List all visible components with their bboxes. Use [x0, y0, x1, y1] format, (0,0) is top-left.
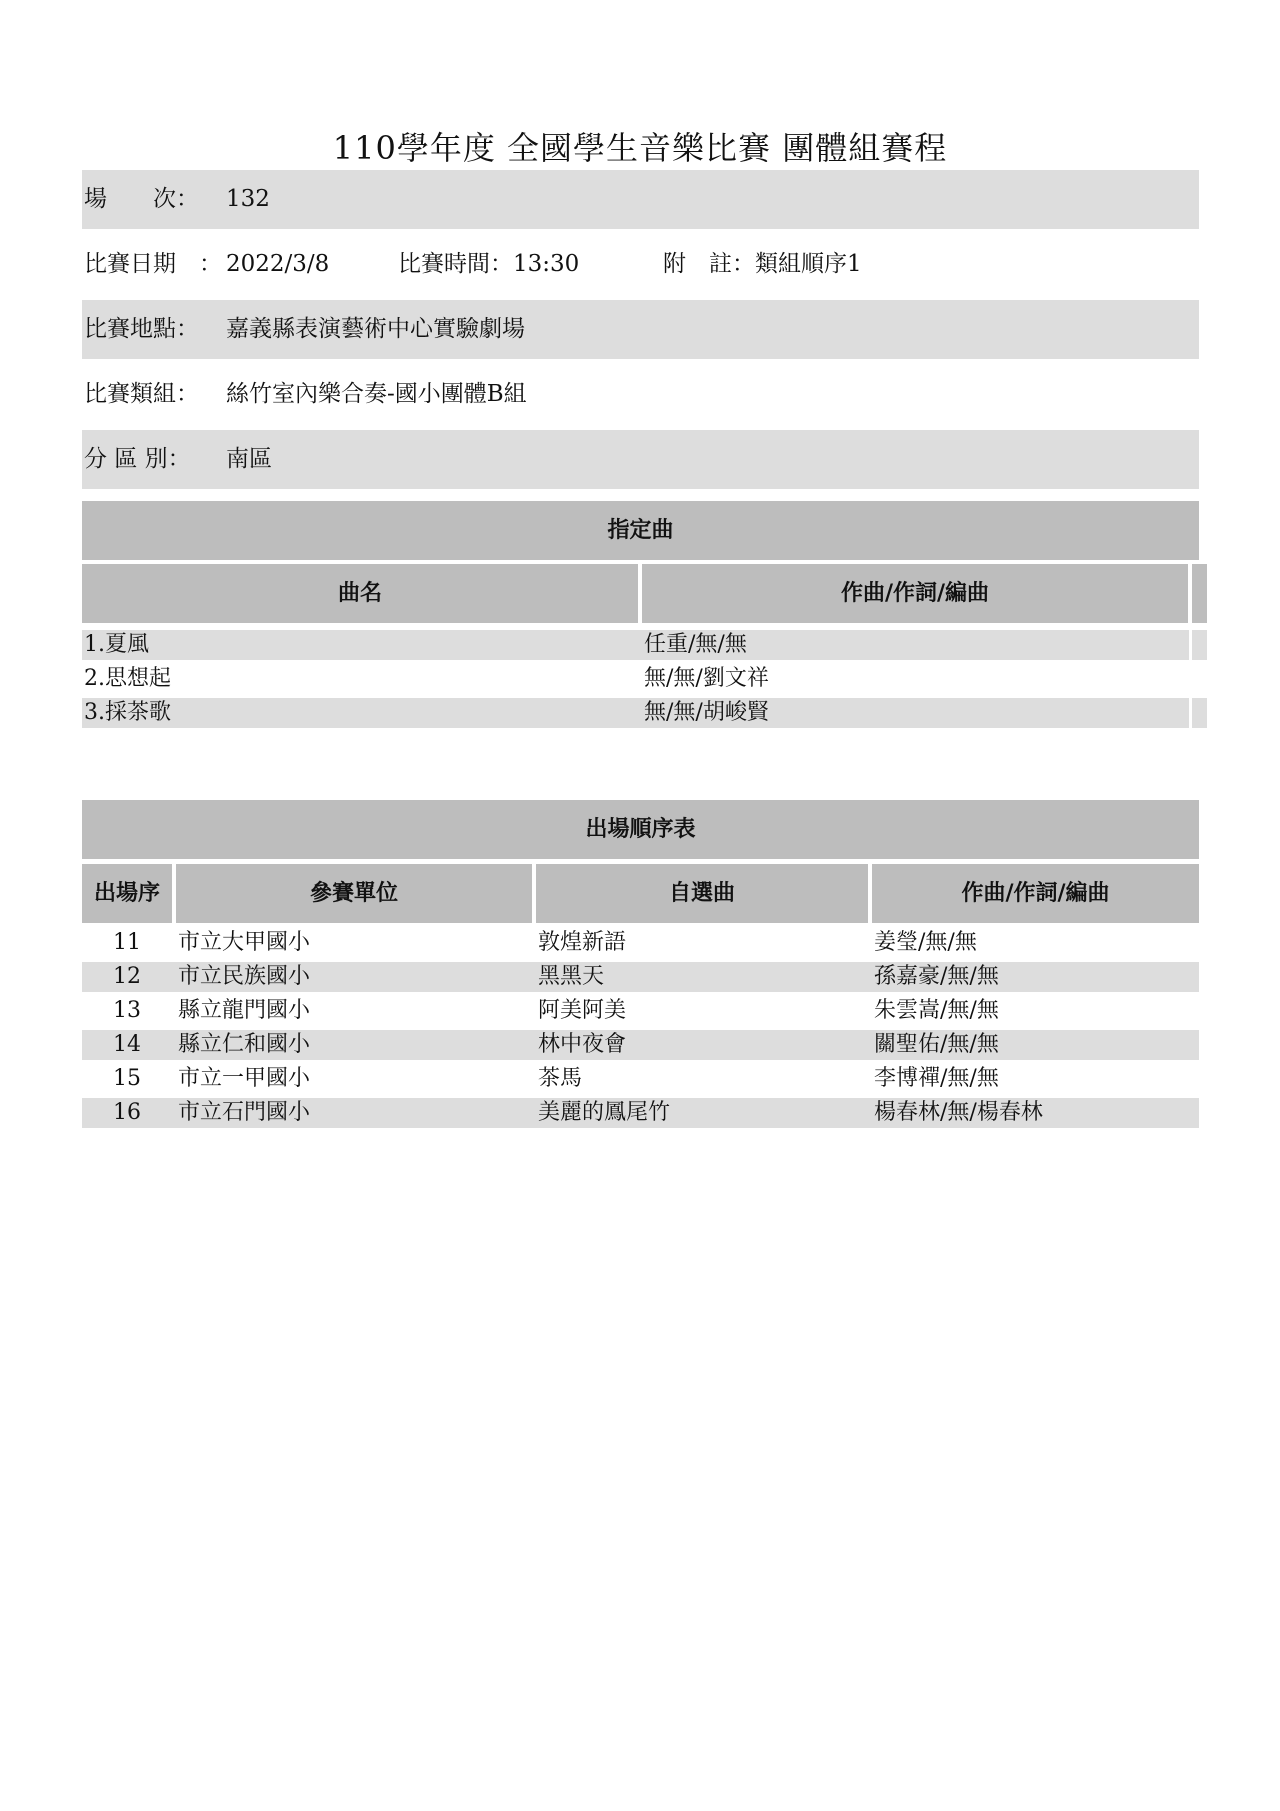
order-piece: 茶馬 — [538, 1066, 583, 1091]
order-no: 12 — [113, 964, 141, 989]
row-stub — [1192, 630, 1207, 660]
order-piece: 林中夜會 — [538, 1032, 627, 1057]
set-piece-credits: 無/無/胡峻賢 — [644, 700, 769, 725]
session-label: 場 次： — [84, 186, 199, 212]
session-row — [82, 170, 1199, 229]
page-title: 110學年度 全國學生音樂比賽 團體組賽程 — [332, 129, 948, 167]
set-piece-credits: 任重/無/無 — [644, 632, 747, 657]
venue-row — [82, 300, 1199, 359]
col-header-stub — [1192, 564, 1207, 623]
date-time-row — [82, 235, 1199, 294]
order-unit: 市立民族國小 — [178, 964, 311, 989]
set-piece-title: 3.採茶歌 — [84, 700, 171, 725]
region-row — [82, 430, 1199, 489]
note-label: 附 註： — [663, 251, 755, 277]
order-credits: 孫嘉豪/無/無 — [874, 964, 999, 989]
set-piece-title: 1.夏風 — [84, 632, 149, 657]
col-header-title: 曲名 — [82, 564, 638, 623]
order-piece: 阿美阿美 — [538, 998, 627, 1023]
order-credits: 楊春林/無/楊春林 — [874, 1100, 1043, 1125]
order-no: 14 — [113, 1032, 141, 1057]
time-label: 比賽時間： — [398, 251, 513, 277]
order-unit: 市立石門國小 — [178, 1100, 311, 1125]
order-unit: 市立一甲國小 — [178, 1066, 311, 1091]
order-credits: 李博禪/無/無 — [874, 1066, 999, 1091]
col-header-order-credits: 作曲/作詞/編曲 — [872, 864, 1199, 923]
region-value: 南區 — [226, 446, 272, 472]
region-label: 分 區 別： — [84, 446, 191, 472]
col-header-credits: 作曲/作詞/編曲 — [642, 564, 1188, 623]
order-credits: 姜瑩/無/無 — [874, 930, 977, 955]
order-header: 出場順序表 — [82, 800, 1199, 859]
session-value: 132 — [226, 186, 270, 212]
col-header-no: 出場序 — [82, 864, 172, 923]
order-piece: 黑黑天 — [538, 964, 605, 989]
category-value: 絲竹室內樂合奏-國小團體B組 — [226, 381, 527, 407]
order-piece: 美麗的鳳尾竹 — [538, 1100, 671, 1125]
col-header-piece: 自選曲 — [536, 864, 868, 923]
order-unit: 市立大甲國小 — [178, 930, 311, 955]
order-unit: 縣立仁和國小 — [178, 1032, 311, 1057]
order-no: 11 — [113, 930, 141, 955]
set-piece-title: 2.思想起 — [84, 666, 171, 691]
order-no: 16 — [113, 1100, 141, 1125]
order-credits: 關聖佑/無/無 — [874, 1032, 999, 1057]
set-pieces-header: 指定曲 — [82, 501, 1199, 560]
date-value: 2022/3/8 — [226, 251, 330, 277]
order-piece: 敦煌新語 — [538, 930, 627, 955]
note-value: 類組順序1 — [755, 251, 862, 277]
order-credits: 朱雲嵩/無/無 — [874, 998, 999, 1023]
category-label: 比賽類組： — [84, 381, 199, 407]
order-no: 15 — [113, 1066, 141, 1091]
time-value: 13:30 — [513, 251, 580, 277]
date-label: 比賽日期 ： — [84, 251, 222, 277]
order-no: 13 — [113, 998, 141, 1023]
venue-label: 比賽地點： — [84, 316, 199, 342]
order-unit: 縣立龍門國小 — [178, 998, 311, 1023]
venue-value: 嘉義縣表演藝術中心實驗劇場 — [226, 316, 525, 342]
col-header-unit: 參賽單位 — [176, 864, 532, 923]
row-stub — [1192, 698, 1207, 728]
set-piece-credits: 無/無/劉文祥 — [644, 666, 769, 691]
category-row — [82, 365, 1199, 424]
